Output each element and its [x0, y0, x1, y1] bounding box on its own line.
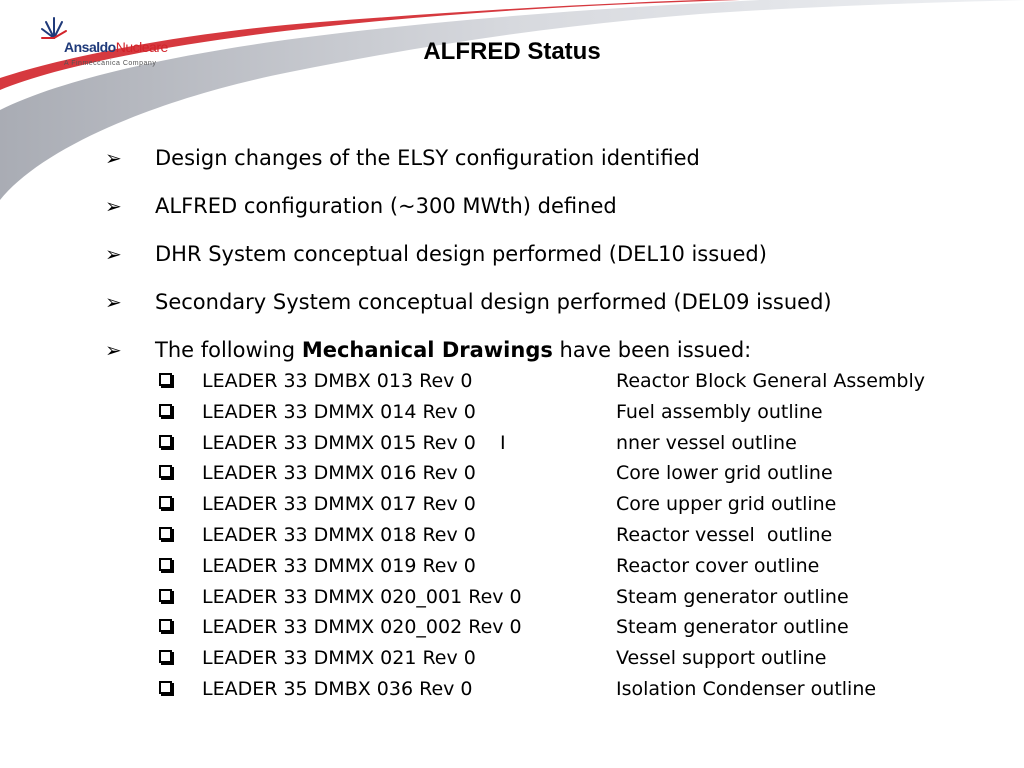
bullet-text-post: have been issued: [552, 338, 752, 362]
drawing-description: Reactor Block General Assembly [616, 370, 925, 392]
checkbox-bullet-icon [159, 527, 172, 540]
drawing-description: Core upper grid outline [616, 493, 837, 516]
checkbox-bullet-icon [159, 373, 172, 386]
checkbox-bullet-icon [159, 404, 172, 417]
drawing-description: Steam generator outline [616, 616, 849, 639]
drawing-description: Steam generator outline [616, 585, 849, 608]
checkbox-bullet-icon [159, 465, 172, 478]
drawing-code: LEADER 33 DMBX 013 Rev 0 [202, 370, 473, 392]
drawing-code: LEADER 33 DMMX 020_002 Rev 0 [202, 616, 522, 639]
drawing-code: LEADER 35 DMBX 036 Rev 0 [202, 677, 473, 700]
drawings-list [157, 366, 997, 705]
drawing-code: LEADER 33 DMMX 020_001 Rev 0 [202, 585, 522, 608]
checkbox-bullet-icon [159, 650, 172, 663]
drawing-description: Isolation Condenser outline [616, 677, 877, 700]
drawing-description: Fuel assembly outline [616, 400, 823, 423]
drawing-list-item [157, 428, 997, 459]
logo-brand-part1: Ansaldo [64, 39, 116, 55]
checkbox-bullet-icon [159, 496, 172, 509]
drawing-list-item [157, 582, 997, 613]
arrow-bullet-icon: ➢ [105, 290, 122, 314]
bullet-text-bold: Mechanical Drawings [301, 338, 553, 362]
drawing-list-item [157, 458, 997, 489]
drawing-code: LEADER 33 DMMX 021 Rev 0 [202, 647, 476, 670]
drawing-list-item [157, 643, 997, 674]
drawing-description: nner vessel outline [616, 431, 797, 454]
drawing-description: Reactor cover outline [616, 554, 820, 577]
bullet-text: DHR System conceptual design performed (DEL10 issued) [155, 242, 767, 266]
drawing-list-item [157, 397, 997, 428]
bullet-list [105, 140, 985, 380]
drawing-description: Vessel support outline [616, 647, 827, 670]
bullet-text: ALFRED configuration (~300 MWth) defined [155, 194, 617, 218]
bullet-item [105, 188, 985, 236]
bullet-text: Secondary System conceptual design performed (DEL09 issued) [155, 290, 832, 314]
drawing-code: LEADER 33 DMMX 015 Rev 0 I [202, 431, 506, 454]
drawing-list-item [157, 674, 997, 705]
logo-tagline: A Finmeccanica Company [64, 60, 157, 67]
bullet-item [105, 284, 985, 332]
logo-brand-part2: Nucleare [115, 39, 168, 55]
arrow-bullet-icon: ➢ [105, 146, 122, 170]
drawing-list-item [157, 612, 997, 643]
checkbox-bullet-icon [159, 558, 172, 571]
checkbox-bullet-icon [159, 619, 172, 632]
drawing-list-item [157, 489, 997, 520]
drawing-list-item [157, 551, 997, 582]
drawing-list-item [157, 366, 997, 397]
checkbox-bullet-icon [159, 681, 172, 694]
checkbox-bullet-icon [159, 589, 172, 602]
bullet-text [155, 332, 751, 368]
drawing-description: Core lower grid outline [616, 462, 833, 485]
arrow-bullet-icon: ➢ [105, 242, 122, 266]
drawing-description: Reactor vessel outline [616, 523, 833, 546]
drawing-code: LEADER 33 DMMX 014 Rev 0 [202, 400, 476, 423]
drawing-code: LEADER 33 DMMX 016 Rev 0 [202, 462, 476, 485]
bullet-text-pre: The following [155, 338, 302, 362]
bullet-item [105, 140, 985, 188]
drawing-code: LEADER 33 DMMX 017 Rev 0 [202, 493, 476, 516]
arrow-bullet-icon: ➢ [105, 338, 122, 362]
checkbox-bullet-icon [159, 435, 172, 448]
drawing-code: LEADER 33 DMMX 018 Rev 0 [202, 523, 476, 546]
arrow-bullet-icon: ➢ [105, 194, 122, 218]
drawing-code: LEADER 33 DMMX 019 Rev 0 [202, 554, 476, 577]
drawing-list-item [157, 520, 997, 551]
bullet-item [105, 236, 985, 284]
bullet-text: Design changes of the ELSY configuration identified [155, 146, 700, 170]
slide-title: ALFRED Status [423, 38, 601, 65]
